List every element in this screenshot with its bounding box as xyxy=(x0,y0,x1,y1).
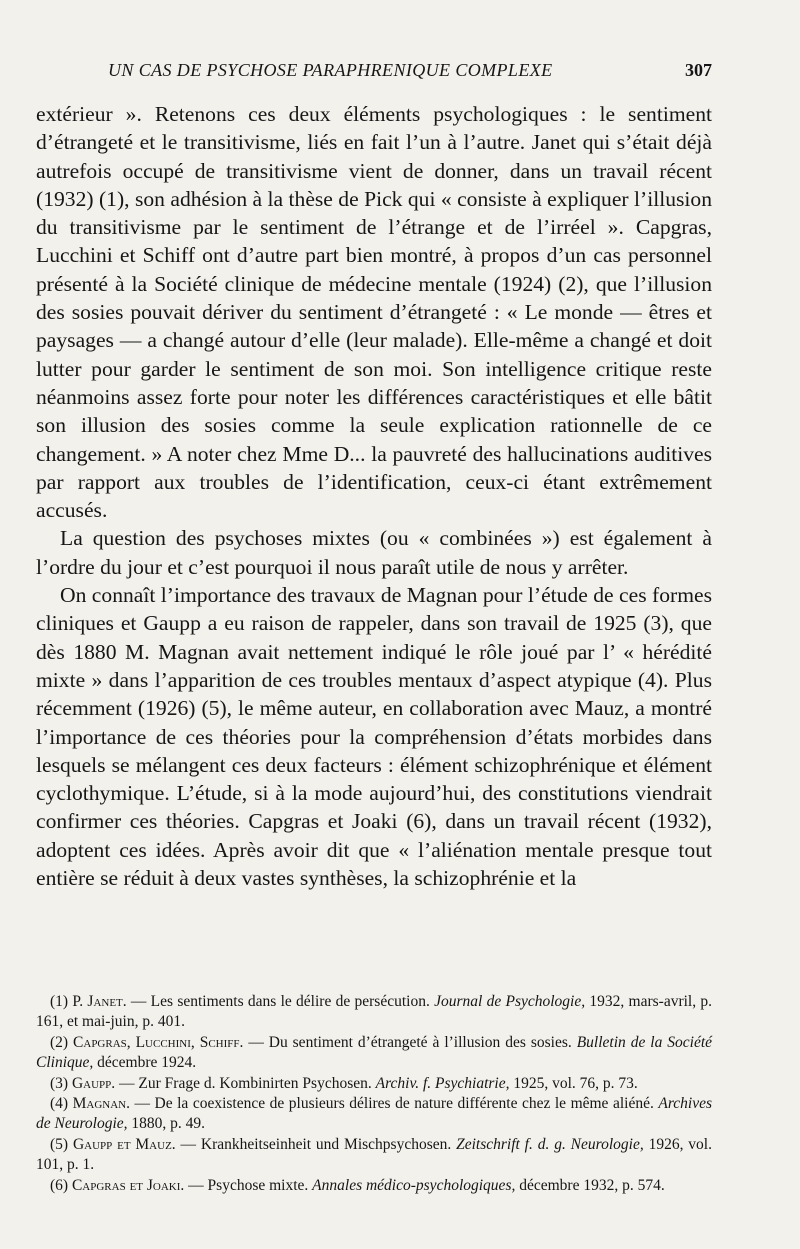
footnote-text: — Zur Frage d. Kombinirten Psychosen. xyxy=(115,1074,376,1092)
footnote-number: (2) xyxy=(50,1033,69,1051)
paragraph-1: extérieur ». Retenons ces deux éléments psychologiques : le sentiment d’étrangeté et le transitivisme, liés en fait l’un à l’autre. Janet qui s’était déjà autrefois occupé de transitivisme vient de donner, dans un travail récent (1932) (1), son adhésion à la thèse de Pick qui « consiste à expliquer l’illusion du transitivisme par le sentiment de l’étrange et de l’irréel ». Capgras, Lucchini et Schiff ont d’autre part bien montré, à propos d’un cas personnel présenté à la Société clinique de médecine mentale (1924) (2), que l’illusion des sosies pouvait dériver du sentiment d’étrangeté : « Le monde — êtres et paysages — a changé autour d’elle (leur malade). Elle-même a changé et doit lutter pour garder le sentiment de son moi. Son intelligence critique reste néanmoins assez forte pour noter les différences caractéristiques et elle bâtit son illusion des sosies comme la seule explication rationnelle de ce changement. » A noter chez Mme D... la pauvreté des hallucinations auditives par rapport aux troubles de l’identification, ceux-ci étant extrêmement accusés. xyxy=(36,102,712,523)
running-title: UN CAS DE PSYCHOSE PARAPHRENIQUE COMPLEXE xyxy=(108,60,553,80)
footnote-tail: décembre 1924. xyxy=(93,1054,197,1072)
footnote-2 xyxy=(36,1033,712,1074)
footnote-tail: décembre 1932, p. 574. xyxy=(515,1176,665,1194)
body-text xyxy=(36,100,712,892)
footnote-tail: 1925, vol. 76, p. 73. xyxy=(509,1074,638,1092)
page-number: 307 xyxy=(685,60,712,80)
footnote-text: — Du sentiment d’étrangeté à l’illusion des sosies. xyxy=(243,1033,577,1051)
footnote-author: Gaupp. xyxy=(71,1074,116,1092)
footnote-tail: 1880, p. 49. xyxy=(127,1115,206,1133)
footnote-source: Archiv. f. Psychiatrie, xyxy=(375,1074,510,1092)
footnote-number: (4) xyxy=(50,1095,69,1113)
paragraph-3: On connaît l’importance des travaux de Magnan pour l’étude de ces formes cliniques et Gaupp a eu raison de rappeler, dans son travail de 1925 (3), que dès 1880 M. Magnan avait nettement indiqué le rôle joué par l’ « hérédité mixte » dans l’apparition de ces troubles mentaux d’aspect atypique (4). Plus récemment (1926) (5), le même auteur, en collaboration avec Mauz, a montré l’importance de ces théories pour la compréhension d’états morbides dans lesquels se mélangent ces deux facteurs : élément schizophrénique et élément cyclothymique. L’étude, si à la mode aujourd’hui, des constitutions viendrait confirmer ces théories. Capgras et Joaki (6), dans un travail récent (1932), adoptent ces idées. Après avoir dit que « l’aliénation mentale presque tout entière se réduit à deux vastes synthèses, la schizophrénie et la xyxy=(36,583,712,891)
footnotes xyxy=(36,992,712,1196)
footnote-source: Zeitschrift f. d. g. Neurologie, xyxy=(456,1135,644,1153)
footnote-3 xyxy=(36,1074,712,1094)
footnote-number: (3) xyxy=(50,1074,69,1092)
footnote-source: Annales médico-psychologiques, xyxy=(312,1176,516,1194)
footnote-author: P. Janet. xyxy=(72,993,127,1010)
footnote-number: (6) xyxy=(50,1176,69,1194)
footnote-number: (1) xyxy=(50,993,69,1010)
footnote-number: (5) xyxy=(50,1135,69,1153)
footnote-6 xyxy=(36,1176,712,1196)
footnote-text: — Krankheitseinheit und Mischpsychosen. xyxy=(175,1135,457,1153)
footnote-text: — Les sentiments dans le délire de persécution. xyxy=(126,993,435,1010)
footnote-source: Journal de Psychologie, xyxy=(434,993,586,1010)
paragraph-2: La question des psychoses mixtes (ou « combinées ») est également à l’ordre du jour et c’est pourquoi il nous paraît utile de nous y arrêter. xyxy=(36,526,712,579)
footnote-4 xyxy=(36,1094,712,1135)
footnote-author: Magnan. xyxy=(72,1095,130,1113)
footnote-source: Archives de Neurologie, xyxy=(36,1095,713,1133)
footnote-5 xyxy=(36,1135,712,1176)
footnote-author: Gaupp et Mauz. xyxy=(72,1135,176,1153)
footnote-text: — De la coexistence de plusieurs délires de nature différente chez le même aliéné. xyxy=(130,1095,659,1113)
footnote-author: Capgras et Joaki. xyxy=(71,1176,185,1194)
footnote-1 xyxy=(36,992,712,1033)
footnote-author: Capgras, Lucchini, Schiff. xyxy=(73,1033,244,1051)
footnote-tail: 1926, vol. 101, p. 1. xyxy=(36,1135,712,1174)
footnote-source: Bulletin de la Société Clinique, xyxy=(36,1033,713,1072)
footnote-text: — Psychose mixte. xyxy=(184,1176,313,1194)
running-head xyxy=(36,60,712,86)
footnote-tail: 1932, mars-avril, p. 161, et mai-juin, p. 401. xyxy=(36,993,712,1031)
